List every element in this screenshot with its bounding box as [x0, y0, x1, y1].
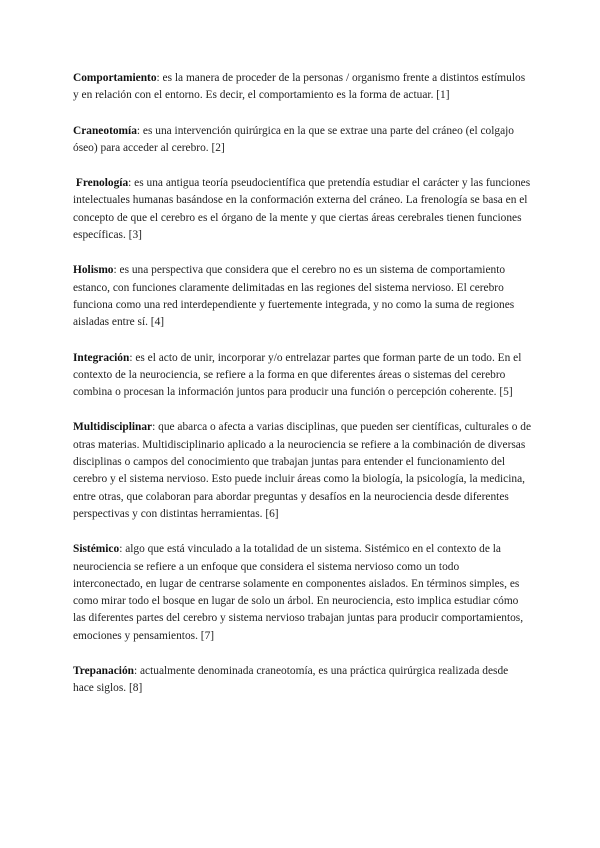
glossary-term: Craneotomía	[73, 124, 137, 137]
glossary-entry-integracion	[73, 350, 531, 402]
glossary-definition: : es el acto de unir, incorporar y/o entrelazar partes que forman parte de un todo. En el contexto de la neurociencia, se refiere a la forma en que diferentes áreas o sistemas del cerebro combina o procesan la información juntos para producir una función o percepción coherente. [5]	[73, 351, 522, 399]
glossary-definition: : que abarca o afecta a varias disciplinas, que pueden ser científicas, culturales o de otras materias. Multidisciplinario aplicado a la neurociencia se refiere a la combinación de diversas disciplinas o campos del conocimiento que trabajan juntas para entender el funcionamiento del cerebro y el sistema nervioso. Esto puede incluir áreas como la biología, la psicología, la medicina, entre otras, que colaboran para abordar preguntas y desafíos en la neurociencia desde diferentes perspectivas y con distintas herramientas. [6]	[73, 421, 532, 520]
glossary-term: Integración	[73, 351, 130, 364]
glossary-definition: : es una antigua teoría pseudocientífica que pretendía estudiar el carácter y las funciones intelectuales humanas basándose en la conformación externa del cráneo. La frenología se basa en el concepto de que el cerebro es el órgano de la mente y que ciertas áreas cerebrales tienen funciones específicas. [3]	[73, 177, 531, 242]
glossary	[73, 70, 531, 716]
glossary-term: Multidisciplinar	[73, 421, 153, 434]
glossary-term: Holismo	[73, 264, 114, 277]
glossary-definition: : es una intervención quirúrgica en la que se extrae una parte del cráneo (el colgajo óseo) para acceder al cerebro. [2]	[73, 124, 514, 154]
glossary-entry-comportamiento	[73, 70, 531, 105]
glossary-entry-sistemico	[73, 541, 531, 645]
glossary-term: Trepanación	[73, 665, 134, 678]
glossary-term: Frenología	[75, 177, 129, 190]
glossary-definition: : algo que está vinculado a la totalidad de un sistema. Sistémico en el contexto de la neurociencia se refiere a un enfoque que considera el sistema nervioso como un todo interconectado, en lugar de centrarse solamente en componentes aislados. En términos simples, es como mirar todo el bosque en lugar de solo un árbol. En neurociencia, esto implica estudiar cómo las diferentes partes del cerebro y sistema nervioso trabajan juntas para producir comportamientos, emociones y pensamientos. [7]	[73, 543, 524, 642]
glossary-entry-multidisciplinar	[73, 419, 531, 523]
glossary-definition: : es la manera de proceder de la personas / organismo frente a distintos estímulos y en relación con el entorno. Es decir, el comportamiento es la forma de actuar. [1]	[73, 72, 526, 102]
glossary-definition: : actualmente denominada craneotomía, es una práctica quirúrgica realizada desde hace siglos. [8]	[73, 665, 509, 695]
glossary-term: Comportamiento	[73, 72, 157, 84]
glossary-entry-holismo	[73, 262, 531, 331]
glossary-term: Sistémico	[73, 543, 120, 556]
glossary-entry-frenologia	[73, 175, 531, 244]
glossary-definition: : es una perspectiva que considera que el cerebro no es un sistema de comportamiento estanco, con funciones claramente delimitadas en las regiones del sistema nervioso. El cerebro funciona como una red interdependiente y fuertemente integrada, y no como la suma de regiones aisladas entre sí. [4]	[73, 264, 515, 329]
glossary-entry-craneotomia	[73, 123, 531, 158]
glossary-entry-trepanacion	[73, 663, 531, 698]
